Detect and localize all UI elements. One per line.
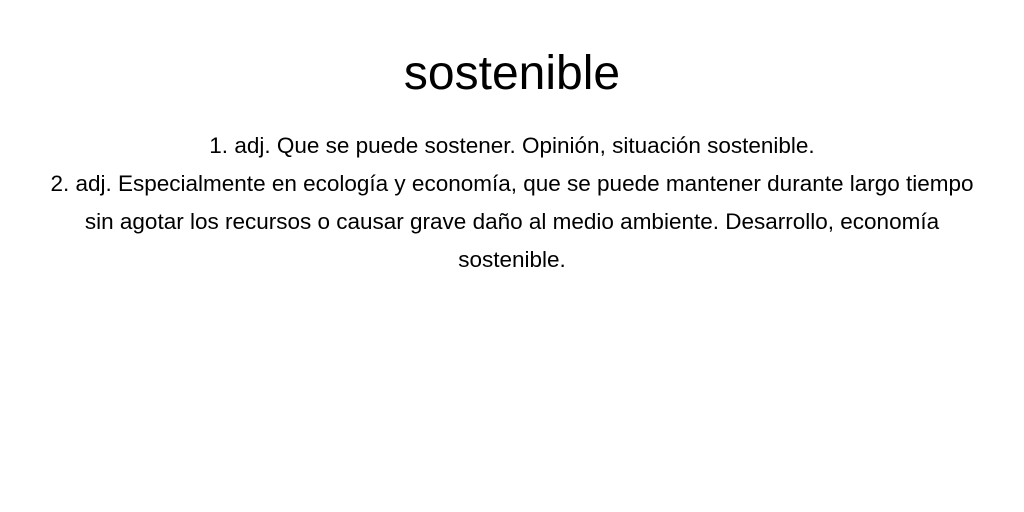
definition-1: 1. adj. Que se puede sostener. Opinión, situación sostenible. — [209, 133, 815, 158]
entry-headword: sostenible — [403, 47, 621, 100]
definition-list — [40, 127, 984, 279]
definition-2: 2. adj. Especialmente en ecología y economía, que se puede mantener durante largo tiempo sin agotar los recursos o causar grave daño al medio ambiente. Desarrollo, economía sostenible. — [50, 171, 974, 272]
